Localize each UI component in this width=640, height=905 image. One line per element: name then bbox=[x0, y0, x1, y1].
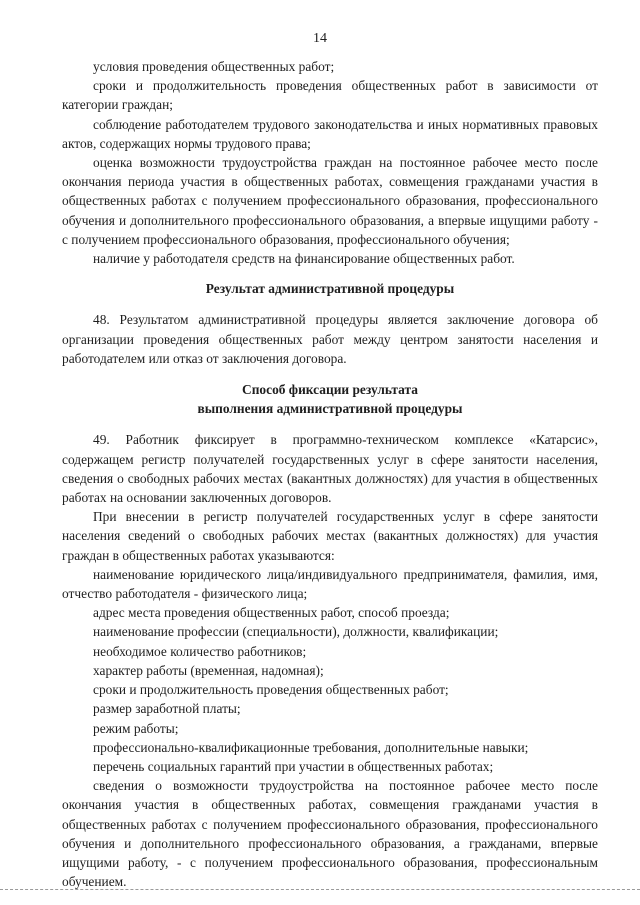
paragraph-employment-assessment: оценка возможности трудоустройства граждан на постоянное рабочее место после окончания периода участия в общественных работах, совмещения гражданами участия в общественных работах с получением профессионального образования, профессионального обучения и дополнительного профессионального образования, а впервые ищущими работу - с получением профессионального образования, профессионального обучения; bbox=[62, 155, 598, 247]
list-item-social-guarantees: перечень социальных гарантий при участии в общественных работах; bbox=[93, 758, 494, 774]
section-heading-fixation-line2: выполнения административной процедуры bbox=[197, 401, 463, 417]
page-bottom-rule bbox=[0, 889, 640, 890]
list-item-duration: сроки и продолжительность проведения общественных работ; bbox=[93, 682, 449, 698]
list-item-work-type: характер работы (временная, надомная); bbox=[93, 662, 324, 678]
section-heading-fixation bbox=[62, 380, 598, 418]
paragraph-terms: сроки и продолжительность проведения общественных работ в зависимости от категории граждан; bbox=[62, 78, 598, 113]
list-item-schedule: режим работы; bbox=[93, 720, 179, 736]
page-number: 14 bbox=[313, 31, 327, 46]
paragraph-conditions: условия проведения общественных работ; bbox=[93, 59, 335, 74]
list-item-salary: размер заработной платы; bbox=[93, 701, 241, 717]
section-heading-result: Результат административной процедуры bbox=[205, 281, 455, 297]
list-item-employment-possibility: сведения о возможности трудоустройства на постоянное рабочее место после окончания участия в общественных работах, совмещения гражданами участия в общественных работах с получением профессионального образования, профессионального обучения и дополнительного профессионального образования, а гражданами, впервые ищущими работу, - с получением профессионального образования, профессиональным обучением. bbox=[62, 778, 598, 890]
paragraph-49: 49. Работник фиксирует в программно-техническом комплексе «Катарсис», содержащем регистр получателей государственных услуг в сфере занятости населения, сведения о свободных рабочих местах (вакантных должностях) для участия в общественных работах на основании заключенных договоров. bbox=[62, 432, 598, 506]
list-item-worker-count: необходимое количество работников; bbox=[93, 643, 307, 659]
list-item-address: адрес места проведения общественных работ, способ проезда; bbox=[93, 605, 450, 621]
paragraph-register-intro: При внесении в регистр получателей государственных услуг в сфере занятости населения сведений о свободных рабочих местах (вакантных должностях) для участия граждан в общественных работах указываются: bbox=[62, 509, 598, 563]
paragraph-48: 48. Результатом административной процедуры является заключение договора об организации проведения общественных работ между центром занятости населения и работодателем или отказ от заключения договора. bbox=[62, 312, 598, 366]
paragraph-funding: наличие у работодателя средств на финансирование общественных работ. bbox=[93, 251, 515, 267]
section-heading-fixation-line1: Способ фиксации результата bbox=[242, 382, 418, 398]
list-item-profession: наименование профессии (специальности), должности, квалификации; bbox=[93, 624, 499, 640]
list-item-employer-name: наименование юридического лица/индивидуального предпринимателя, фамилия, имя, отчество работодателя - физического лица; bbox=[62, 566, 598, 602]
page-content bbox=[62, 57, 598, 891]
list-item-requirements: профессионально-квалификационные требования, дополнительные навыки; bbox=[93, 739, 529, 755]
paragraph-compliance: соблюдение работодателем трудового законодательства и иных нормативных правовых актов, содержащих нормы трудового права; bbox=[62, 116, 598, 151]
